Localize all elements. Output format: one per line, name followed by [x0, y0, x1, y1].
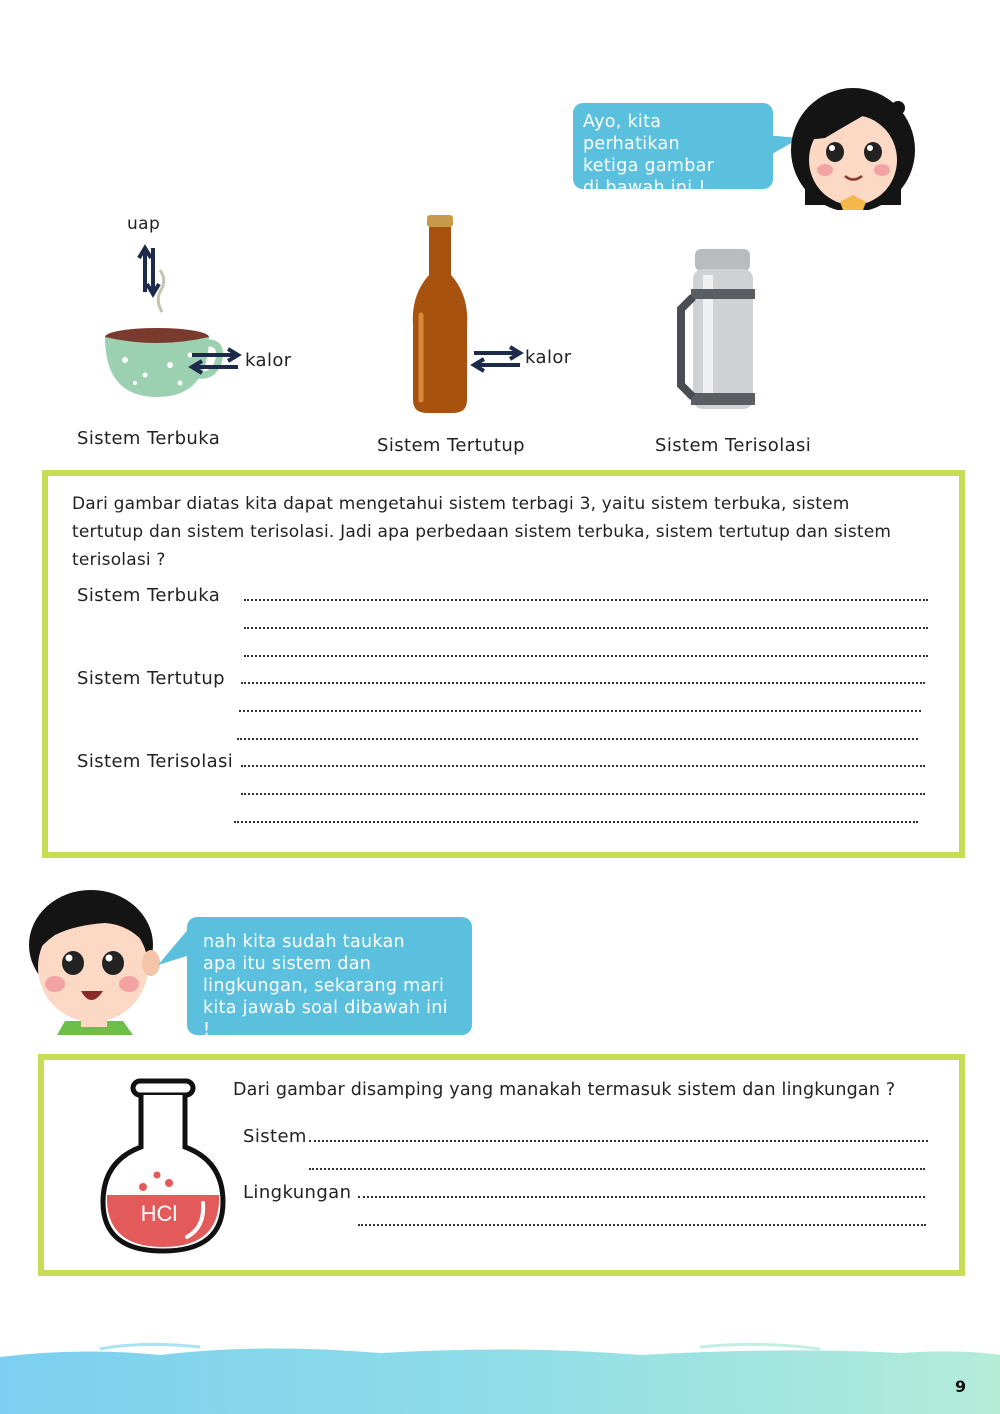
- caption-closed-system: Sistem Tertutup: [377, 435, 525, 456]
- question-text-flask: Dari gambar disamping yang manakah termasuk sistem dan lingkungan ?: [233, 1080, 896, 1100]
- bubble-line: kita jawab soal dibawah ini !: [203, 998, 448, 1040]
- answer-line-environment-2[interactable]: [358, 1224, 926, 1226]
- girl-avatar: [785, 80, 920, 210]
- vapor-exchange-arrows: [135, 240, 175, 320]
- footer-wave: [0, 1335, 1000, 1414]
- answer-line-closed-1[interactable]: [241, 682, 925, 684]
- answer-label-closed: Sistem Tertutup: [77, 668, 225, 689]
- bubble-line: nah kita sudah taukan: [203, 932, 405, 952]
- boy-avatar: [25, 885, 165, 1035]
- answer-line-isolated-3[interactable]: [234, 821, 918, 823]
- bubble-line: lingkungan, sekarang mari: [203, 976, 445, 996]
- bubble-line: apa itu sistem dan: [203, 954, 372, 974]
- answer-line-closed-2[interactable]: [239, 710, 921, 712]
- bubble-line: ketiga gambar: [583, 156, 715, 176]
- caption-open-system: Sistem Terbuka: [77, 428, 221, 449]
- bottle-icon: [405, 215, 475, 415]
- flask-icon: [95, 1077, 235, 1257]
- answer-line-open-3[interactable]: [244, 655, 928, 657]
- answer-line-system-1[interactable]: [309, 1140, 928, 1142]
- bubble-line: di bawah ini !: [583, 178, 706, 198]
- heat-label-cup: kalor: [245, 350, 292, 371]
- answer-line-system-2[interactable]: [309, 1168, 925, 1170]
- vapor-label: uap: [127, 214, 161, 234]
- question-line: tertutup dan sistem terisolasi. Jadi apa perbedaan sistem terbuka, sistem tertutup dan sistem: [72, 522, 892, 542]
- answer-line-isolated-1[interactable]: [241, 765, 925, 767]
- answer-label-open: Sistem Terbuka: [77, 585, 221, 606]
- speech-bubble-girl: [573, 103, 773, 198]
- answer-label-system: Sistem: [243, 1126, 307, 1147]
- speech-bubble-boy: [187, 917, 472, 1040]
- heat-exchange-arrows-cup: [188, 347, 243, 377]
- heat-label-bottle: kalor: [525, 347, 572, 368]
- thermos-icon: [675, 245, 760, 413]
- answer-line-open-2[interactable]: [244, 627, 928, 629]
- answer-line-closed-3[interactable]: [237, 738, 918, 740]
- caption-isolated-system: Sistem Terisolasi: [655, 435, 812, 456]
- bubble-line: Ayo, kita perhatikan: [583, 112, 680, 154]
- answer-line-isolated-2[interactable]: [241, 793, 925, 795]
- question-line: terisolasi ?: [72, 550, 166, 570]
- answer-line-environment-1[interactable]: [358, 1196, 925, 1198]
- flask-label: HCl: [140, 1201, 178, 1226]
- answer-label-isolated: Sistem Terisolasi: [77, 751, 234, 772]
- question-text-systems: [72, 490, 891, 574]
- heat-exchange-arrows-bottle: [470, 345, 525, 375]
- answer-line-open-1[interactable]: [244, 599, 928, 601]
- question-line: Dari gambar diatas kita dapat mengetahui sistem terbagi 3, yaitu sistem terbuka, sistem: [72, 494, 850, 514]
- answer-label-environment: Lingkungan: [243, 1182, 352, 1203]
- page-number: 9: [955, 1377, 967, 1396]
